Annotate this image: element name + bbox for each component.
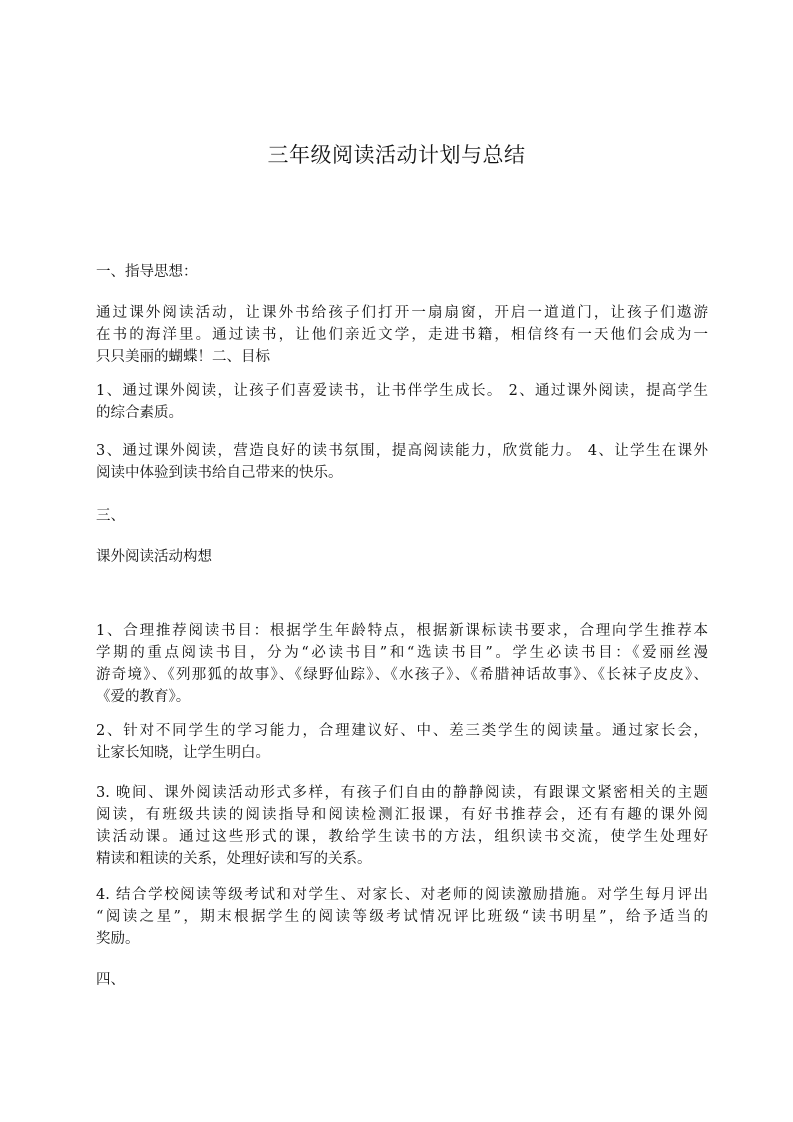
- item2-line: 让家长知晓，让学生明白。: [96, 745, 270, 761]
- goal-paragraph-a: [96, 380, 708, 424]
- item3-line: 阅读，有班级共读的阅读指导和阅读检测汇报课，有好书推荐会，还有有趣的课外阅: [96, 807, 708, 823]
- item4-line: “阅读之星”，期末根据学生的阅读等级考试情况评比班级“读书明星”，给予适当的: [96, 909, 708, 925]
- intro-line: 通过课外阅读活动，让课外书给孩子们打开一扇扇窗，开启一道道门，让孩子们遨游: [96, 305, 708, 321]
- item1-line: 学期的重点阅读书目，分为“必读书目”和“选读书目”。学生必读书目：《爱丽丝漫: [96, 645, 708, 661]
- intro-paragraph: [96, 302, 708, 368]
- intro-line: 在书的海洋里。通过读书，让他们亲近文学，走进书籍，相信终有一天他们会成为一: [96, 327, 708, 343]
- intro-line: 只只美丽的蝴蝶！二、目标: [96, 349, 270, 365]
- section3-heading-text: 课外阅读活动构想: [96, 549, 212, 565]
- section4-number-text: 四、: [96, 972, 125, 988]
- goal-a-line: 1、通过课外阅读，让孩子们喜爱读书，让书伴学生成长。 2、通过课外阅读，提高学生: [96, 383, 708, 399]
- goal-b-line: 3、通过课外阅读，营造良好的读书氛围，提高阅读能力，欣赏能力。 4、让学生在课外: [96, 443, 708, 459]
- section3-number: [96, 505, 708, 527]
- item1-paragraph: [96, 620, 708, 708]
- item1-line: 1、合理推荐阅读书目：根据学生年龄特点，根据新课标读书要求，合理向学生推荐本: [96, 623, 708, 639]
- item1-line: 游奇境》、《列那狐的故事》、《绿野仙踪》、《水孩子》、《希腊神话故事》、《长袜子皮皮》、: [96, 667, 708, 683]
- section4-number: [96, 969, 708, 991]
- goal-a-line: 的综合素质。: [96, 405, 183, 421]
- item4-paragraph: [96, 884, 708, 950]
- item4-line: 奖励。: [96, 931, 140, 947]
- goal-paragraph-b: [96, 440, 708, 484]
- item3-line: 3. 晚间、课外阅读活动形式多样，有孩子们自由的静静阅读，有跟课文紧密相关的主题: [96, 785, 708, 801]
- document-title: 三年级阅读活动计划与总结: [267, 143, 526, 167]
- item3-paragraph: [96, 782, 708, 870]
- goal-b-line: 阅读中体验到读书给自己带来的快乐。: [96, 465, 343, 481]
- item2-paragraph: [96, 720, 708, 764]
- item1-line: 《爱的教育》。: [96, 689, 191, 705]
- item3-line: 读活动课。通过这些形式的课，教给学生读书的方法，组织读书交流，使学生处理好: [96, 829, 708, 845]
- section1-heading: [96, 261, 708, 283]
- section1-heading-text: 一、指导思想：: [96, 264, 198, 280]
- item4-line: 4. 结合学校阅读等级考试和对学生、对家长、对老师的阅读激励措施。对学生每月评出: [96, 887, 708, 903]
- item2-line: 2、针对不同学生的学习能力，合理建议好、中、差三类学生的阅读量。通过家长会，: [96, 723, 708, 739]
- section3-number-text: 三、: [96, 508, 125, 524]
- item3-line: 精读和粗读的关系，处理好读和写的关系。: [96, 851, 372, 867]
- section3-heading: [96, 546, 708, 568]
